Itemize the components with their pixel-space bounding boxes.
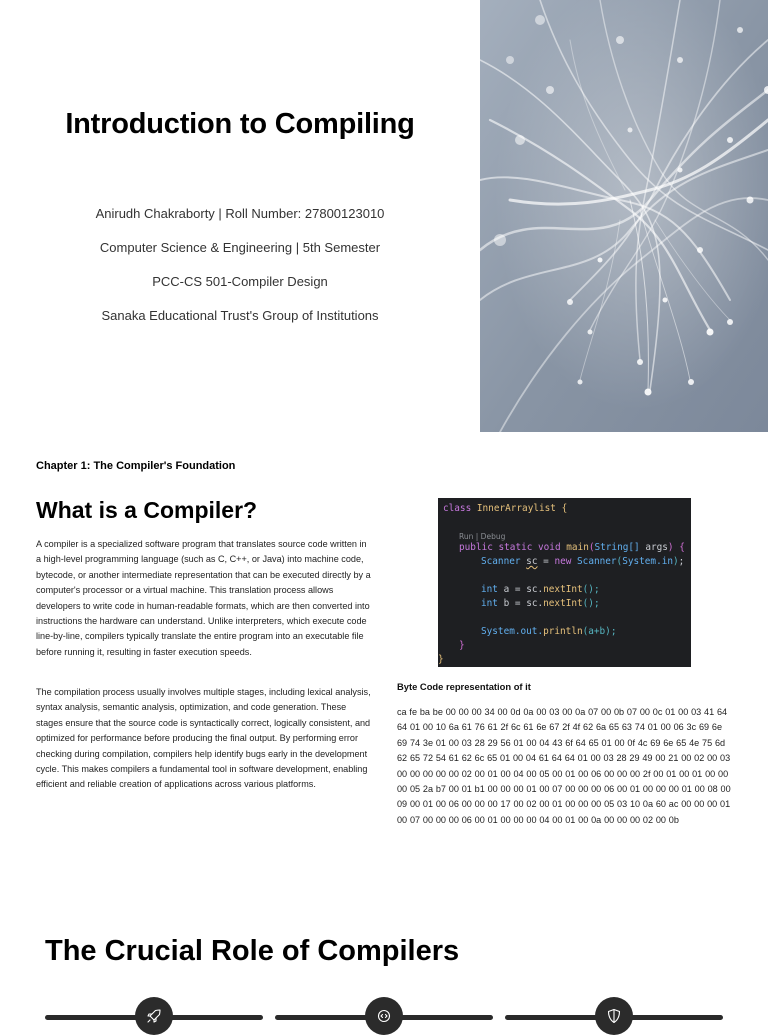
chapter-label: Chapter 1: The Compiler's Foundation	[36, 460, 236, 472]
program-line: Computer Science & Engineering | 5th Semester	[99, 240, 381, 255]
bytecode-text: ca fe ba be 00 00 00 34 00 0d 0a 00 03 00 0a 07 00 0b 07 00 0c 01 00 03 41 64 64 01 00 10 6a 61 76 61 2f 6c 61 6e 67 2f 4f 62 6a 65 63 74 01 00 06 3c 69 6e 69 74 3e 01 00 03 28 29 56 01 00 04 43 6f 64 65 01 00 0f 4c 69 6e 65 4e 75 6d 62 65 72 54 61 62 6c 65 01 00 04 61 64 64 01 00 03 28 29 49 00 21 00 02 00 03 00 00 00 00 00 02 00 01 00 04 00 05 00 01 00 06 00 00 00 2f 00 01 00 01 00 00 00 05 2a b7 00 01 b1 00 00 00 01 00 07 00 00 00 06 00 01 00 00 00 01 00 08 00 09 00 01 00 06 00 00 00 17 00 02 00 01 00 00 00 05 03 10 0a 60 ac 00 00 00 01 00 07 00 00 00 06 00 01 00 00 00 04 00 01 00 0a 00 00 00 02 00 0b	[397, 707, 731, 825]
code-close-class: }	[438, 654, 444, 665]
code-line-println: System.out.println(a+b);	[481, 626, 617, 637]
code-line-scanner: Scanner sc = new Scanner(System.in);	[481, 556, 685, 567]
code-close-method: }	[459, 640, 465, 651]
author-line: Anirudh Chakraborty | Roll Number: 27800123010	[95, 206, 385, 221]
institution-line: Sanaka Educational Trust's Group of Institutions	[101, 308, 379, 323]
paragraph-2: The compilation process usually involves multiple stages, including lexical analysis, syntax analysis, semantic analysis, optimization, and code generation. These stages ensure that the source code is syntactically correct, logically consistent, and optimized for performance before producing the final output. By performing error checking during compilation, compilers help identify bugs early in the development cycle. This makes compilers a fundamental tool in software development, enabling efficient and reliable creation of applications across various platforms.	[36, 687, 371, 790]
section2-title: The Crucial Role of Compilers	[45, 935, 460, 967]
code-gear-icon	[365, 997, 403, 1035]
shield-icon	[595, 997, 633, 1035]
fiber-optic-image	[480, 0, 768, 432]
code-line-main: public static void main(String[] args) {	[459, 542, 685, 553]
code-line-b: int b = sc.nextInt();	[481, 598, 600, 609]
course-line: PCC-CS 501-Compiler Design	[152, 274, 328, 289]
code-snippet	[438, 498, 691, 667]
code-line-a: int a = sc.nextInt();	[481, 584, 600, 595]
section-title: What is a Compiler?	[36, 497, 258, 523]
page-title: Introduction to Compiling	[65, 108, 415, 140]
bytecode-title: Byte Code representation of it	[397, 681, 531, 692]
code-line-class: class InnerArraylist {	[443, 503, 568, 514]
rocket-icon	[135, 997, 173, 1035]
codelens-run-debug: Run | Debug	[459, 532, 506, 541]
paragraph-1: A compiler is a specialized software program that translates source code written in a high-level programming language (such as C, C++, or Java) into machine code, bytecode, or another intermediate representation that can be executed directly by a computer's processor or a virtual machine. This translation process allows developers to write code in human-readable formats, which are then converted into instructions the hardware can understand. Unlike interpreters, which execute code line-by-line, compilers typically translate the entire program into an executable file before running it, resulting in faster execution speeds.	[36, 539, 371, 657]
